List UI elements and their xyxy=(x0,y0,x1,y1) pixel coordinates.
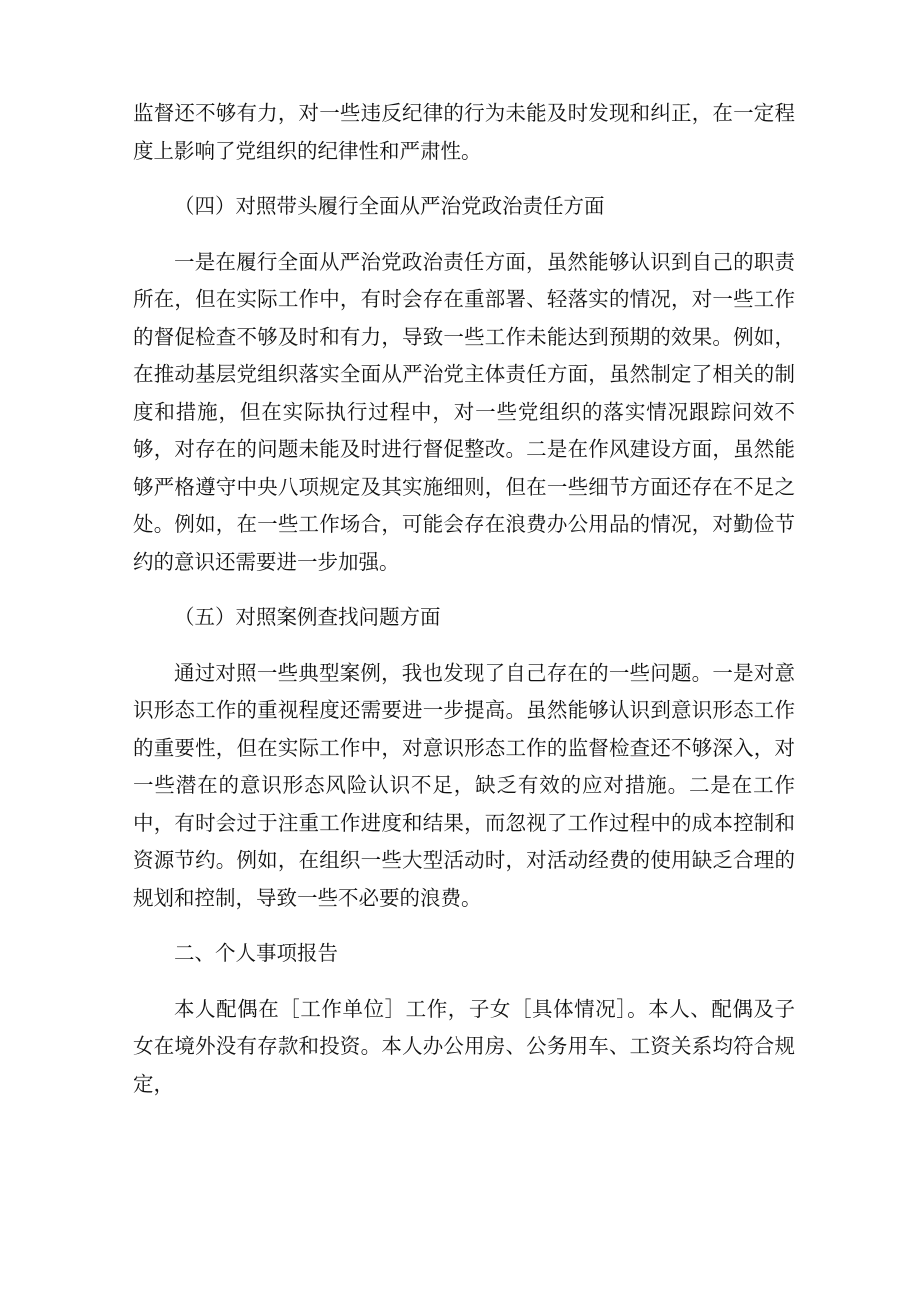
paragraph-case-review: 通过对照一些典型案例，我也发现了自己存在的一些问题。一是对意识形态工作的重视程度还需要进一步提高。虽然能够认识到意识形态工作的重要性，但在实际工作中，对意识形态工作的监督检查还不够深入，对一些潜在的意识形态风险认识不足，缺乏有效的应对措施。二是在工作中，有时会过于注重工作进度和结果，而忽视了工作过程中的成本控制和资源节约。例如，在组织一些大型活动时，对活动经费的使用缺乏合理的规划和控制，导致一些不必要的浪费。 xyxy=(133,660,795,910)
section-heading-4: （四）对照带头履行全面从严治党政治责任方面 xyxy=(174,194,605,218)
section-heading-5: （五）对照案例查找问题方面 xyxy=(174,605,441,629)
paragraph-personal-matters: 本人配偶在［工作单位］工作，子女［具体情况］。本人、配偶及子女在境外没有存款和投资。本人办公用房、公务用车、工资关系均符合规定， xyxy=(133,996,795,1096)
section-heading-personal-report: 二、个人事项报告 xyxy=(174,941,338,965)
document-body xyxy=(133,95,795,1121)
paragraph-political-responsibility: 一是在履行全面从严治党政治责任方面，虽然能够认识到自己的职责所在，但在实际工作中，有时会存在重部署、轻落实的情况，对一些工作的督促检查不够及时和有力，导致一些工作未能达到预期的效果。例如，在推动基层党组织落实全面从严治党主体责任方面，虽然制定了相关的制度和措施，但在实际执行过程中，对一些党组织的落实情况跟踪问效不够，对存在的问题未能及时进行督促整改。二是在作风建设方面，虽然能够严格遵守中央八项规定及其实施细则，但在一些细节方面还存在不足之处。例如，在一些工作场合，可能会存在浪费办公用品的情况，对勤俭节约的意识还需要进一步加强。 xyxy=(133,249,795,574)
paragraph-continuation: 监督还不够有力，对一些违反纪律的行为未能及时发现和纠正，在一定程度上影响了党组织的纪律性和严肃性。 xyxy=(133,101,795,163)
